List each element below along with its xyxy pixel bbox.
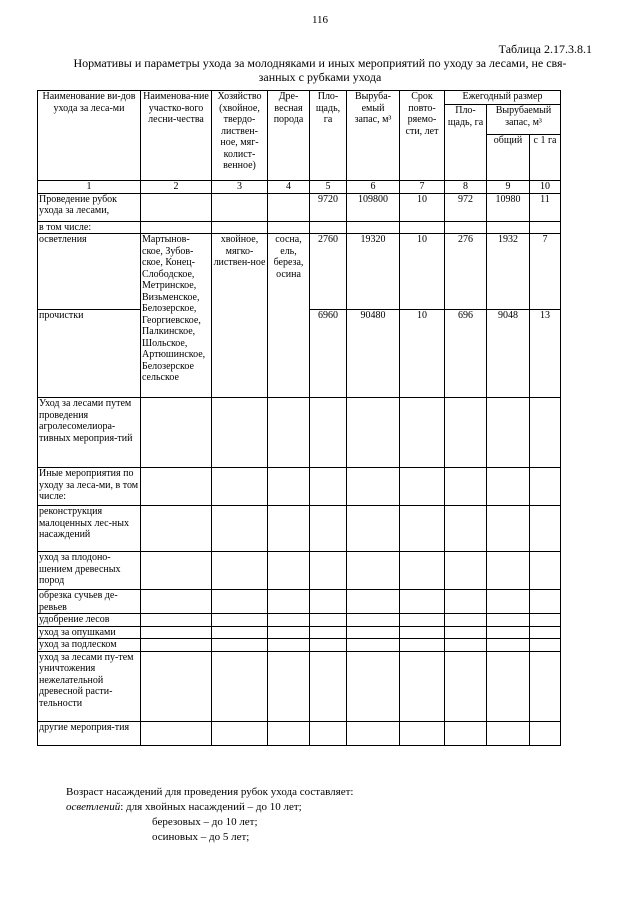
empty-cell <box>310 590 347 614</box>
cell-annual-per-ha: 13 <box>530 310 561 398</box>
empty-cell <box>347 639 400 652</box>
empty-cell <box>445 626 487 639</box>
empty-cell <box>487 639 530 652</box>
header-annual-area: Пло-щадь, га <box>445 105 487 181</box>
empty-cell <box>141 651 212 721</box>
col-num: 4 <box>268 181 310 194</box>
empty-cell <box>487 614 530 627</box>
cell-period: 10 <box>400 234 445 310</box>
row-name: в том числе: <box>38 221 141 234</box>
empty-cell <box>400 639 445 652</box>
empty-cell <box>310 468 347 506</box>
table-row-including <box>38 221 561 234</box>
empty-cell <box>487 651 530 721</box>
empty-cell <box>310 651 347 721</box>
table-title <box>40 56 600 84</box>
empty-cell <box>268 590 310 614</box>
empty-cell <box>347 552 400 590</box>
empty-cell <box>268 468 310 506</box>
col-num: 9 <box>487 181 530 194</box>
empty-cell <box>400 614 445 627</box>
empty-cell <box>400 468 445 506</box>
table-row <box>38 639 561 652</box>
empty-cell <box>141 552 212 590</box>
empty-cell <box>268 398 310 468</box>
empty-cell <box>310 626 347 639</box>
col-num: 1 <box>38 181 141 194</box>
empty-cell <box>212 221 268 234</box>
table-row <box>38 721 561 745</box>
cell-economy: хвойное, мягко-листвен-ное <box>212 234 268 398</box>
empty-cell <box>445 506 487 552</box>
row-name: прочистки <box>38 310 141 398</box>
empty-cell <box>530 221 561 234</box>
col-num: 8 <box>445 181 487 194</box>
table-row <box>38 626 561 639</box>
empty-cell <box>445 552 487 590</box>
empty-cell <box>530 590 561 614</box>
table-row <box>38 468 561 506</box>
empty-cell <box>400 590 445 614</box>
row-name: уход за плодоно-шением древесных пород <box>38 552 141 590</box>
empty-cell <box>530 639 561 652</box>
empty-cell <box>347 468 400 506</box>
cell-annual-total: 9048 <box>487 310 530 398</box>
col-num: 2 <box>141 181 212 194</box>
table-row-total <box>38 193 561 221</box>
empty-cell <box>487 552 530 590</box>
row-name: удобрение лесов <box>38 614 141 627</box>
col-num: 6 <box>347 181 400 194</box>
footer-line-1: Возраст насаждений для проведения рубок ухода составляет: <box>66 786 354 798</box>
empty-cell <box>445 639 487 652</box>
table-row <box>38 398 561 468</box>
empty-cell <box>310 398 347 468</box>
forest-care-table <box>37 90 561 746</box>
empty-cell <box>445 468 487 506</box>
cell-forestries: Мартынов-ское, Зубов-ское, Конец-Слободское, Метринское, Визьменское, Белозерское, Георгиевское, Палкинское, Шольское, Артюшинское, Белозерское сельское <box>141 234 212 398</box>
cell-period: 10 <box>400 193 445 221</box>
empty-cell <box>400 221 445 234</box>
header-period: Срок повто-ряемо-сти, лет <box>400 91 445 181</box>
footer-line-3: березовых – до 10 лет; <box>152 816 258 828</box>
empty-cell <box>268 651 310 721</box>
empty-cell <box>310 221 347 234</box>
empty-cell <box>141 721 212 745</box>
empty-cell <box>212 590 268 614</box>
cell-annual-total: 1932 <box>487 234 530 310</box>
col-num: 5 <box>310 181 347 194</box>
empty-cell <box>141 398 212 468</box>
empty-cell <box>445 398 487 468</box>
empty-cell <box>445 221 487 234</box>
empty-cell <box>212 721 268 745</box>
empty-cell <box>212 552 268 590</box>
row-name: осветления <box>38 234 141 310</box>
empty-cell <box>310 506 347 552</box>
row-name: другие мероприя-тия <box>38 721 141 745</box>
footer-italic: осветлений <box>66 801 121 813</box>
header-annual-per-ha: с 1 га <box>530 135 561 181</box>
empty-cell <box>310 614 347 627</box>
empty-cell <box>487 468 530 506</box>
empty-cell <box>347 398 400 468</box>
table-number: Таблица 2.17.3.8.1 <box>498 42 592 56</box>
empty-cell <box>212 506 268 552</box>
cell-stock: 19320 <box>347 234 400 310</box>
row-name: уход за лесами пу-тем уничтожения нежелательной древесной расти-тельности <box>38 651 141 721</box>
header-forestry: Наименова-ние участко-вого лесни-чества <box>141 91 212 181</box>
table-row <box>38 614 561 627</box>
empty-cell <box>530 614 561 627</box>
empty-cell <box>212 651 268 721</box>
cell-annual-per-ha: 7 <box>530 234 561 310</box>
empty-cell <box>268 552 310 590</box>
header-annual-total: общий <box>487 135 530 181</box>
cell-annual-total: 10980 <box>487 193 530 221</box>
header-type: Наименование ви-дов ухода за леса-ми <box>38 91 141 181</box>
col-num: 3 <box>212 181 268 194</box>
empty-cell <box>310 721 347 745</box>
cell-area: 2760 <box>310 234 347 310</box>
header-species: Дре-весная порода <box>268 91 310 181</box>
empty-cell <box>212 639 268 652</box>
cell-annual-per-ha: 11 <box>530 193 561 221</box>
empty-cell <box>268 221 310 234</box>
cell-period: 10 <box>400 310 445 398</box>
empty-cell <box>530 506 561 552</box>
empty-cell <box>400 506 445 552</box>
empty-cell <box>530 552 561 590</box>
empty-cell <box>530 651 561 721</box>
empty-cell <box>347 506 400 552</box>
empty-cell <box>530 721 561 745</box>
empty-cell <box>268 639 310 652</box>
title-line-2: занных с рубками ухода <box>258 70 382 84</box>
empty-cell <box>487 398 530 468</box>
empty-cell <box>347 221 400 234</box>
header-cut-stock: Вырубаемый запас, м³ <box>487 105 561 135</box>
empty-cell <box>487 590 530 614</box>
empty-cell <box>141 614 212 627</box>
empty-cell <box>268 614 310 627</box>
empty-cell <box>347 721 400 745</box>
footer-line-2 <box>66 801 302 813</box>
cell-annual-area: 696 <box>445 310 487 398</box>
empty-cell <box>445 651 487 721</box>
empty-cell <box>347 626 400 639</box>
empty-cell <box>141 506 212 552</box>
empty-cell <box>268 193 310 221</box>
empty-cell <box>212 193 268 221</box>
cell-species: сосна, ель, береза, осина <box>268 234 310 398</box>
empty-cell <box>400 626 445 639</box>
empty-cell <box>530 468 561 506</box>
empty-cell <box>268 506 310 552</box>
table-row <box>38 552 561 590</box>
table-row <box>38 651 561 721</box>
empty-cell <box>530 398 561 468</box>
empty-cell <box>141 193 212 221</box>
empty-cell <box>347 590 400 614</box>
row-name: уход за опушками <box>38 626 141 639</box>
header-area: Пло-щадь, га <box>310 91 347 181</box>
table-row-osvetlenie <box>38 234 561 310</box>
empty-cell <box>212 468 268 506</box>
empty-cell <box>445 721 487 745</box>
empty-cell <box>268 626 310 639</box>
row-name: обрезка сучьев де-ревьев <box>38 590 141 614</box>
header-economy: Хозяйство (хвойное, твердо-листвен-ное, мяг-колист-венное) <box>212 91 268 181</box>
footer-line-2-rest: : для хвойных насаждений – до 10 лет; <box>120 801 302 813</box>
cell-annual-area: 972 <box>445 193 487 221</box>
empty-cell <box>141 590 212 614</box>
empty-cell <box>347 651 400 721</box>
empty-cell <box>141 221 212 234</box>
empty-cell <box>487 221 530 234</box>
row-name: Проведение рубок ухода за лесами, <box>38 193 141 221</box>
cell-area: 6960 <box>310 310 347 398</box>
col-num: 7 <box>400 181 445 194</box>
empty-cell <box>212 614 268 627</box>
empty-cell <box>487 721 530 745</box>
empty-cell <box>445 590 487 614</box>
empty-cell <box>530 626 561 639</box>
row-name: Иные мероприятия по уходу за леса-ми, в том числе: <box>38 468 141 506</box>
cell-stock: 109800 <box>347 193 400 221</box>
empty-cell <box>310 552 347 590</box>
cell-annual-area: 276 <box>445 234 487 310</box>
empty-cell <box>141 468 212 506</box>
empty-cell <box>400 651 445 721</box>
empty-cell <box>487 506 530 552</box>
header-annual: Ежегодный размер <box>445 91 561 105</box>
col-num: 10 <box>530 181 561 194</box>
empty-cell <box>212 398 268 468</box>
row-name: Уход за лесами путем проведения агролесомелиора-тивных мероприя-тий <box>38 398 141 468</box>
header-stock: Выруба-емый запас, м³ <box>347 91 400 181</box>
empty-cell <box>400 721 445 745</box>
column-number-row <box>38 181 561 194</box>
empty-cell <box>400 552 445 590</box>
empty-cell <box>212 626 268 639</box>
empty-cell <box>347 614 400 627</box>
empty-cell <box>400 398 445 468</box>
title-line-1: Нормативы и параметры ухода за молодняками и иных мероприятий по уходу за лесами, не свя- <box>73 56 567 70</box>
empty-cell <box>310 639 347 652</box>
page-number: 116 <box>311 14 329 26</box>
table-row <box>38 590 561 614</box>
empty-cell <box>487 626 530 639</box>
cell-stock: 90480 <box>347 310 400 398</box>
empty-cell <box>268 721 310 745</box>
table-row <box>38 506 561 552</box>
row-name: уход за подлеском <box>38 639 141 652</box>
row-name: реконструкция малоценных лес-ных насаждений <box>38 506 141 552</box>
empty-rows-body <box>38 398 561 746</box>
cell-area: 9720 <box>310 193 347 221</box>
empty-cell <box>445 614 487 627</box>
empty-cell <box>141 626 212 639</box>
empty-cell <box>141 639 212 652</box>
footer-line-4: осиновых – до 5 лет; <box>152 831 250 843</box>
